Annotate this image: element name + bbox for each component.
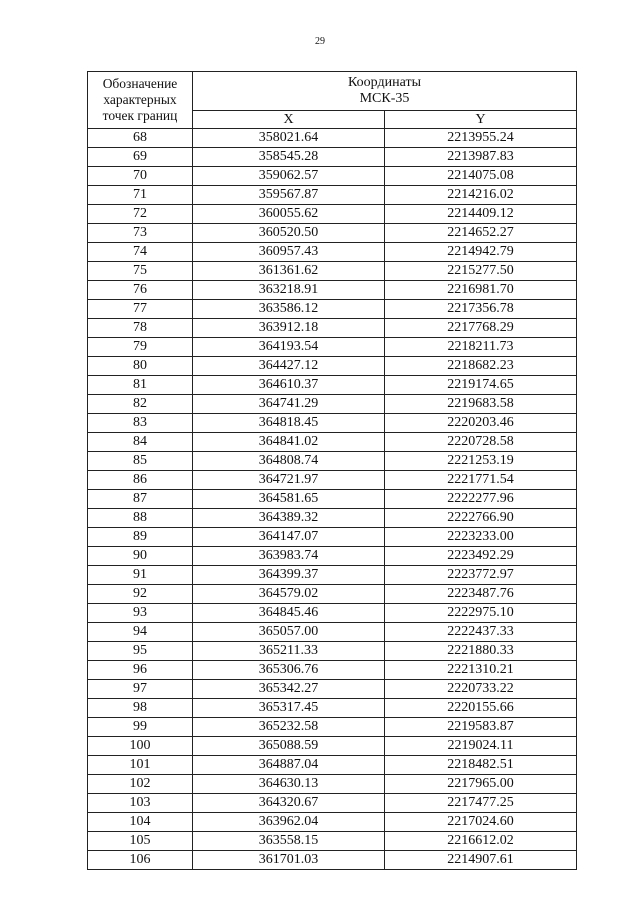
table-row [88, 775, 577, 794]
point-label-line-1: Обозначение [102, 76, 178, 91]
x-coordinate-cell: 364887.04 [193, 756, 385, 775]
point-label-line-3: точек границ [102, 108, 178, 123]
y-coordinate-cell: 2222277.96 [385, 490, 577, 509]
point-number-cell: 104 [88, 813, 193, 832]
x-coordinate-cell: 364818.45 [193, 414, 385, 433]
table-row [88, 699, 577, 718]
y-coordinate-cell: 2213955.24 [385, 129, 577, 148]
table-row [88, 433, 577, 452]
x-coordinate-cell: 360055.62 [193, 205, 385, 224]
y-coordinate-cell: 2214652.27 [385, 224, 577, 243]
y-coordinate-cell: 2213987.83 [385, 148, 577, 167]
y-coordinate-cell: 2220728.58 [385, 433, 577, 452]
y-coordinate-cell: 2218482.51 [385, 756, 577, 775]
y-coordinate-cell: 2222975.10 [385, 604, 577, 623]
table-row [88, 604, 577, 623]
point-number-cell: 86 [88, 471, 193, 490]
x-coordinate-cell: 363912.18 [193, 319, 385, 338]
x-coordinate-cell: 365232.58 [193, 718, 385, 737]
x-coordinate-cell: 364389.32 [193, 509, 385, 528]
point-number-cell: 94 [88, 623, 193, 642]
point-number-cell: 85 [88, 452, 193, 471]
table-row [88, 680, 577, 699]
table-row [88, 186, 577, 205]
x-column-header: X [193, 111, 385, 129]
table-row [88, 642, 577, 661]
table-row [88, 319, 577, 338]
point-number-cell: 95 [88, 642, 193, 661]
table-row [88, 756, 577, 775]
y-coordinate-cell: 2220733.22 [385, 680, 577, 699]
table-row [88, 167, 577, 186]
point-number-cell: 100 [88, 737, 193, 756]
x-coordinate-cell: 364610.37 [193, 376, 385, 395]
y-coordinate-cell: 2214907.61 [385, 851, 577, 870]
coordinates-title: Координаты [348, 75, 421, 90]
point-number-cell: 101 [88, 756, 193, 775]
point-label-line-2: характерных [103, 92, 177, 107]
y-coordinate-cell: 2223487.76 [385, 585, 577, 604]
table-row [88, 357, 577, 376]
x-coordinate-cell: 364399.37 [193, 566, 385, 585]
x-coordinate-cell: 364581.65 [193, 490, 385, 509]
point-number-cell: 69 [88, 148, 193, 167]
y-coordinate-cell: 2215277.50 [385, 262, 577, 281]
point-number-cell: 77 [88, 300, 193, 319]
table-row [88, 528, 577, 547]
page-number: 29 [315, 36, 325, 47]
y-coordinate-cell: 2219174.65 [385, 376, 577, 395]
point-number-cell: 88 [88, 509, 193, 528]
table-row [88, 813, 577, 832]
point-number-cell: 83 [88, 414, 193, 433]
point-number-cell: 71 [88, 186, 193, 205]
y-coordinate-cell: 2219583.87 [385, 718, 577, 737]
x-coordinate-cell: 364427.12 [193, 357, 385, 376]
table-row [88, 661, 577, 680]
y-coordinate-cell: 2219024.11 [385, 737, 577, 756]
y-coordinate-cell: 2214216.02 [385, 186, 577, 205]
y-coordinate-cell: 2217024.60 [385, 813, 577, 832]
y-coordinate-cell: 2217768.29 [385, 319, 577, 338]
x-coordinate-cell: 364741.29 [193, 395, 385, 414]
point-number-cell: 103 [88, 794, 193, 813]
table-row [88, 224, 577, 243]
table-row [88, 262, 577, 281]
table-row [88, 490, 577, 509]
table-row [88, 547, 577, 566]
x-coordinate-cell: 365211.33 [193, 642, 385, 661]
table-row [88, 300, 577, 319]
y-coordinate-cell: 2217477.25 [385, 794, 577, 813]
x-coordinate-cell: 361701.03 [193, 851, 385, 870]
point-number-cell: 93 [88, 604, 193, 623]
table-row [88, 718, 577, 737]
y-coordinate-cell: 2216612.02 [385, 832, 577, 851]
point-number-cell: 92 [88, 585, 193, 604]
x-coordinate-cell: 364841.02 [193, 433, 385, 452]
y-coordinate-cell: 2222766.90 [385, 509, 577, 528]
x-coordinate-cell: 363586.12 [193, 300, 385, 319]
x-coordinate-cell: 364808.74 [193, 452, 385, 471]
point-number-cell: 74 [88, 243, 193, 262]
x-coordinate-cell: 364147.07 [193, 528, 385, 547]
point-number-cell: 72 [88, 205, 193, 224]
table-row [88, 509, 577, 528]
table-row [88, 471, 577, 490]
point-number-cell: 75 [88, 262, 193, 281]
table-row [88, 566, 577, 585]
point-number-cell: 82 [88, 395, 193, 414]
x-coordinate-cell: 364845.46 [193, 604, 385, 623]
point-number-cell: 80 [88, 357, 193, 376]
point-number-cell: 99 [88, 718, 193, 737]
point-number-cell: 87 [88, 490, 193, 509]
x-coordinate-cell: 364320.67 [193, 794, 385, 813]
table-row [88, 243, 577, 262]
y-coordinate-cell: 2220155.66 [385, 699, 577, 718]
point-number-cell: 90 [88, 547, 193, 566]
point-number-cell: 105 [88, 832, 193, 851]
x-coordinate-cell: 361361.62 [193, 262, 385, 281]
y-coordinate-cell: 2223233.00 [385, 528, 577, 547]
table-row [88, 395, 577, 414]
table-row [88, 794, 577, 813]
coordinates-table [87, 71, 577, 870]
point-number-cell: 102 [88, 775, 193, 794]
table-row [88, 585, 577, 604]
x-coordinate-cell: 365306.76 [193, 661, 385, 680]
point-number-cell: 68 [88, 129, 193, 148]
x-coordinate-cell: 363962.04 [193, 813, 385, 832]
y-coordinate-cell: 2219683.58 [385, 395, 577, 414]
x-coordinate-cell: 363218.91 [193, 281, 385, 300]
point-number-cell: 91 [88, 566, 193, 585]
y-coordinate-cell: 2220203.46 [385, 414, 577, 433]
x-coordinate-cell: 359062.57 [193, 167, 385, 186]
y-coordinate-cell: 2214075.08 [385, 167, 577, 186]
table-row [88, 338, 577, 357]
x-coordinate-cell: 365317.45 [193, 699, 385, 718]
point-number-cell: 96 [88, 661, 193, 680]
x-coordinate-cell: 358545.28 [193, 148, 385, 167]
y-coordinate-cell: 2221310.21 [385, 661, 577, 680]
table-row [88, 737, 577, 756]
point-label-header [88, 72, 193, 129]
x-coordinate-cell: 360957.43 [193, 243, 385, 262]
table-row [88, 376, 577, 395]
x-coordinate-cell: 365088.59 [193, 737, 385, 756]
point-number-cell: 106 [88, 851, 193, 870]
x-coordinate-cell: 364193.54 [193, 338, 385, 357]
x-coordinate-cell: 363983.74 [193, 547, 385, 566]
x-coordinate-cell: 365342.27 [193, 680, 385, 699]
point-number-cell: 73 [88, 224, 193, 243]
table-row [88, 281, 577, 300]
table-row [88, 452, 577, 471]
y-coordinate-cell: 2218211.73 [385, 338, 577, 357]
coordinates-group-header [193, 72, 577, 111]
x-coordinate-cell: 360520.50 [193, 224, 385, 243]
y-coordinate-cell: 2222437.33 [385, 623, 577, 642]
point-number-cell: 81 [88, 376, 193, 395]
x-coordinate-cell: 365057.00 [193, 623, 385, 642]
y-coordinate-cell: 2214409.12 [385, 205, 577, 224]
table-header [88, 72, 577, 129]
coordinate-system: МСК-35 [359, 91, 410, 106]
x-coordinate-cell: 364721.97 [193, 471, 385, 490]
y-coordinate-cell: 2216981.70 [385, 281, 577, 300]
x-coordinate-cell: 364579.02 [193, 585, 385, 604]
table-body [88, 129, 577, 870]
table-row [88, 851, 577, 870]
point-number-cell: 78 [88, 319, 193, 338]
table-row [88, 205, 577, 224]
y-column-header: Y [385, 111, 577, 129]
point-number-cell: 76 [88, 281, 193, 300]
point-number-cell: 98 [88, 699, 193, 718]
y-coordinate-cell: 2217356.78 [385, 300, 577, 319]
point-number-cell: 89 [88, 528, 193, 547]
table-row [88, 414, 577, 433]
x-coordinate-cell: 364630.13 [193, 775, 385, 794]
y-coordinate-cell: 2218682.23 [385, 357, 577, 376]
y-coordinate-cell: 2223772.97 [385, 566, 577, 585]
x-coordinate-cell: 358021.64 [193, 129, 385, 148]
point-number-cell: 70 [88, 167, 193, 186]
point-number-cell: 97 [88, 680, 193, 699]
y-coordinate-cell: 2221253.19 [385, 452, 577, 471]
y-coordinate-cell: 2214942.79 [385, 243, 577, 262]
point-number-cell: 79 [88, 338, 193, 357]
point-number-cell: 84 [88, 433, 193, 452]
y-coordinate-cell: 2221880.33 [385, 642, 577, 661]
y-coordinate-cell: 2221771.54 [385, 471, 577, 490]
table-row [88, 623, 577, 642]
table-row [88, 129, 577, 148]
x-coordinate-cell: 359567.87 [193, 186, 385, 205]
y-coordinate-cell: 2223492.29 [385, 547, 577, 566]
table-row [88, 148, 577, 167]
table-row [88, 832, 577, 851]
x-coordinate-cell: 363558.15 [193, 832, 385, 851]
y-coordinate-cell: 2217965.00 [385, 775, 577, 794]
